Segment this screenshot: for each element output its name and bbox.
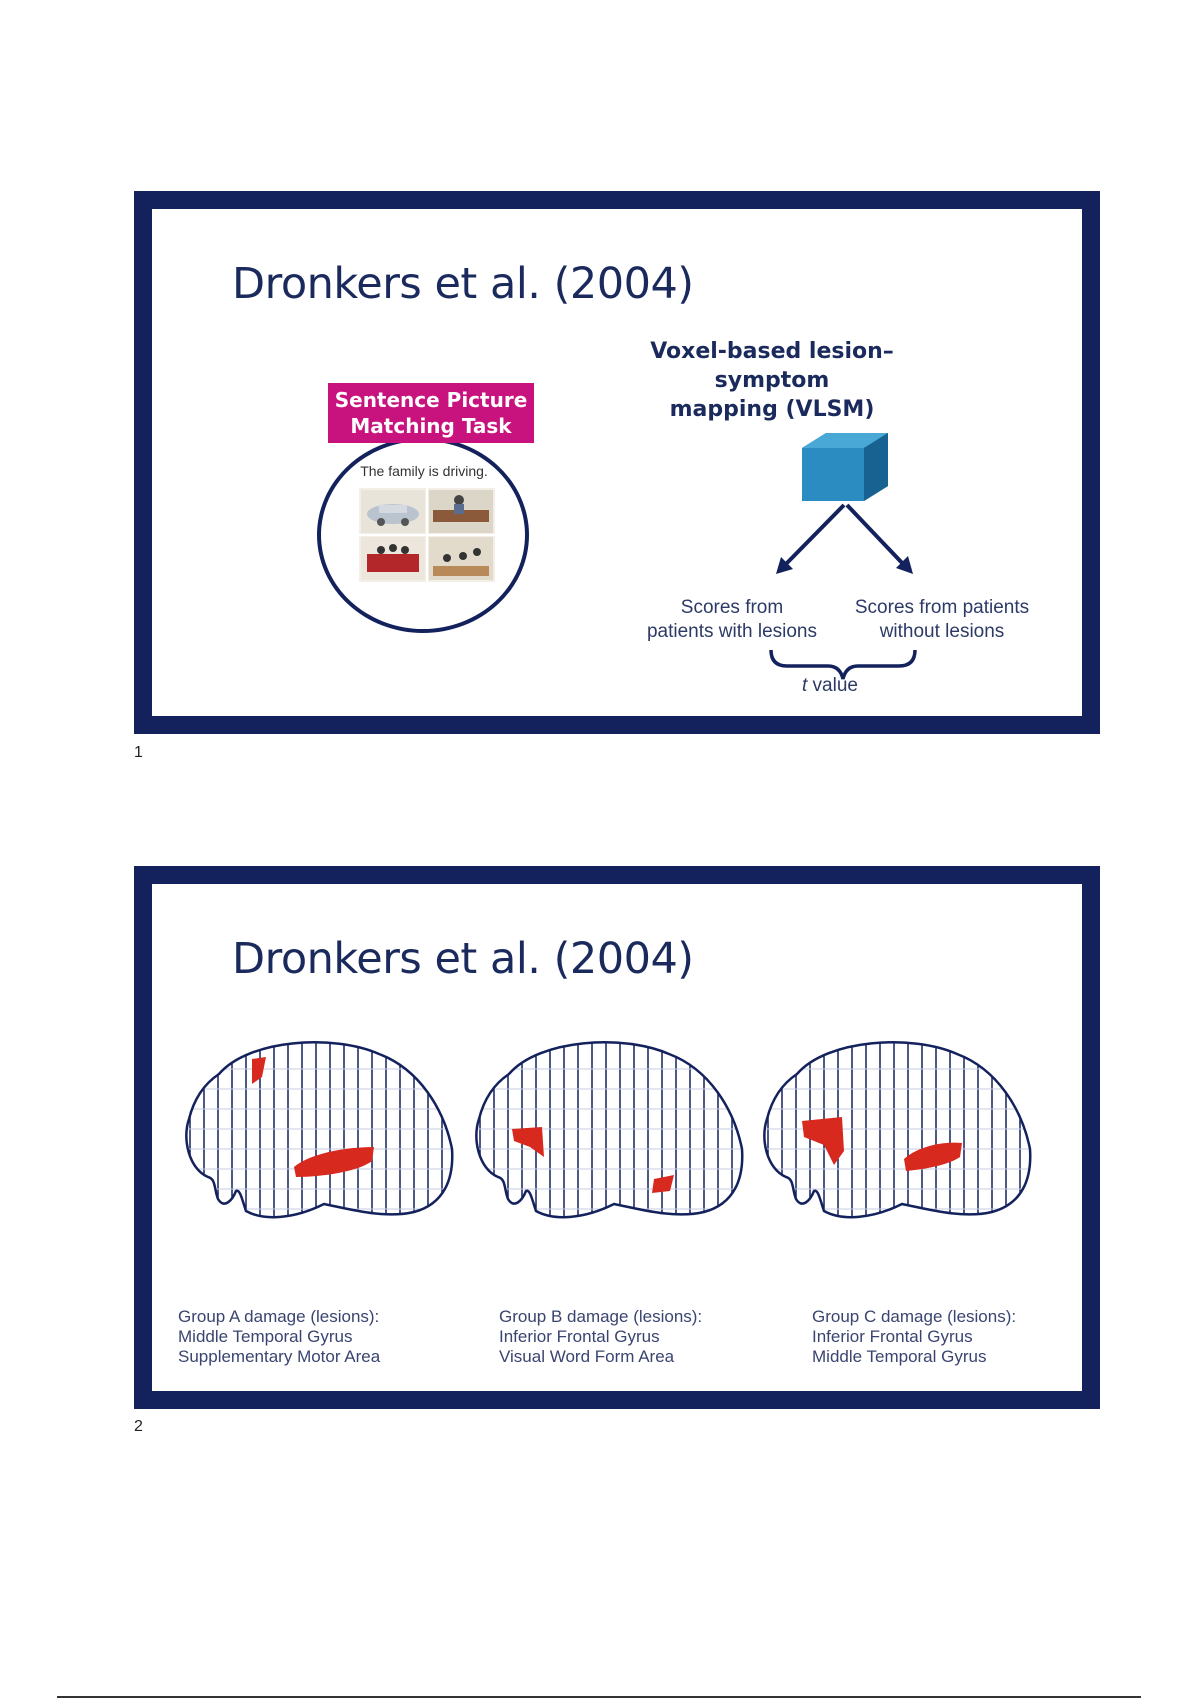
page-divider xyxy=(57,1696,1141,1698)
scores-without-lesions xyxy=(842,596,1042,644)
group-c-heading: Group C damage (lesions): xyxy=(812,1307,1017,1326)
t-value-rest: value xyxy=(807,675,858,696)
group-b-area1: Inferior Frontal Gyrus xyxy=(499,1327,660,1346)
group-a-heading: Group A damage (lesions): xyxy=(178,1307,380,1326)
scores-with-lesions-line1: Scores from xyxy=(680,597,784,618)
lesion-supplementary-motor xyxy=(252,1057,266,1084)
scores-with-lesions xyxy=(632,596,832,644)
vlsm-heading-line1: Voxel-based lesion–symptom xyxy=(650,339,894,393)
group-b-text xyxy=(499,1307,702,1367)
t-value-label xyxy=(780,675,880,697)
group-c-text xyxy=(812,1307,1016,1367)
task-label-line2: Matching Task xyxy=(350,414,512,438)
lesion-middle-temporal xyxy=(294,1147,374,1177)
group-b-area2: Visual Word Form Area xyxy=(499,1347,675,1366)
cube-icon xyxy=(802,433,888,501)
group-a-area1: Middle Temporal Gyrus xyxy=(178,1327,353,1346)
brain-grid-icon xyxy=(464,1029,744,1229)
lesion-inferior-frontal xyxy=(512,1127,544,1157)
group-b-heading: Group B damage (lesions): xyxy=(499,1307,703,1326)
brain-grid-icon xyxy=(174,1029,454,1229)
scores-without-lesions-line2: without lesions xyxy=(879,621,1005,642)
brain-grid-icon xyxy=(752,1029,1032,1229)
group-a-area2: Supplementary Motor Area xyxy=(178,1347,381,1366)
slide-number-1: 1 xyxy=(134,744,143,761)
group-c-area2: Middle Temporal Gyrus xyxy=(812,1347,987,1366)
group-a-text xyxy=(178,1307,380,1367)
slide-2 xyxy=(134,866,1100,1409)
scores-with-lesions-line2: patients with lesions xyxy=(646,621,818,642)
task-label-line1: Sentence Picture xyxy=(334,388,528,412)
slide-number-2: 2 xyxy=(134,1418,143,1435)
task-caption: The family is driving. xyxy=(360,463,488,479)
slide-title: Dronkers et al. (2004) xyxy=(232,259,694,309)
arrow-left xyxy=(776,505,844,574)
group-c-area1: Inferior Frontal Gyrus xyxy=(812,1327,973,1346)
lesion-inferior-frontal xyxy=(802,1117,844,1165)
arrow-right xyxy=(847,505,913,574)
slide-title: Dronkers et al. (2004) xyxy=(232,934,694,984)
slide-1 xyxy=(134,191,1100,734)
vlsm-heading-line2: mapping (VLSM) xyxy=(669,397,875,422)
lesion-visual-word-form xyxy=(652,1175,674,1193)
t-value-italic: t xyxy=(802,675,808,696)
lesion-middle-temporal xyxy=(904,1143,962,1171)
scores-without-lesions-line1: Scores from patients xyxy=(854,597,1030,618)
